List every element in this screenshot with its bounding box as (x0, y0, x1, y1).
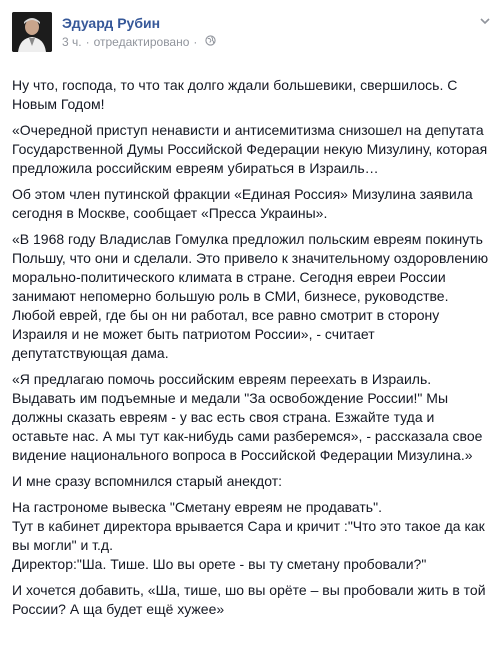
post-time[interactable]: 3 ч. (62, 35, 82, 49)
post-header (12, 12, 492, 60)
meta-separator-2: · (193, 35, 198, 49)
post-meta (62, 34, 216, 50)
closing-paragraph: И хочется добавить, «Ша, тише, шо вы орёте – вы пробовали жить в той России? А ща будет ещё хужее» (12, 582, 486, 617)
paragraph: «Я предлагаю помочь российским евреям переехать в Израиль. Выдавать им подъемные и медали "За освобождение России!" Мы должны сказать евреям - у вас есть своя страна. Езжайте туда и оставьте нас. А мы тут как-нибудь сами разберемся», - рассказала свое видение национального вопроса в Российской Федерации Мизулина.» (12, 371, 483, 463)
paragraph: Ну что, господа, то что так долго ждали большевики, свершилось. С Новым Годом! (12, 77, 458, 112)
meta-separator: · (85, 35, 90, 49)
joke-line: Директор:"Ша. Тише. Шо вы орете - вы ту сметану пробовали?" (12, 556, 427, 572)
joke-line: На гастрономе вывеска "Сметану евреям не продавать". (12, 499, 382, 515)
paragraph: «В 1968 году Владислав Гомулка предложил польским евреям покинуть Польшу, что они и сделали. Это привело к значительному оздоровлению морально-политического климата в стране. Сегодня евреи России занимают непомерно большую роль в СМИ, бизнесе, руководстве. Любой еврей, где бы он ни работал, все равно смотрит в сторону Израиля и не может быть патриотом России», - считает депутатствующая дама. (12, 231, 489, 361)
author-name[interactable]: Эдуард Рубин (62, 15, 161, 31)
chevron-down-icon[interactable] (478, 14, 492, 28)
globe-icon[interactable] (205, 34, 216, 50)
paragraph: «Очередной приступ ненависти и антисемитизма снизошел на депутата Государственной Думы Российской Федерации некую Мизулину, которая предложила российским евреям убираться в Израиль… (12, 122, 488, 176)
paragraph: И мне сразу вспомнился старый анекдот: (12, 473, 282, 489)
avatar-image (12, 12, 52, 52)
post-body (12, 76, 492, 619)
paragraph: Об этом член путинской фракции «Единая Россия» Мизулина заявила сегодня в Москве, сообщает «Пресса Украины». (12, 186, 473, 221)
author-avatar[interactable] (12, 12, 52, 52)
edited-label[interactable]: отредактировано (93, 35, 190, 49)
joke-line: Тут в кабинет директора врывается Сара и кричит :"Что это такое да как вы могли" и т.д. (12, 518, 485, 553)
